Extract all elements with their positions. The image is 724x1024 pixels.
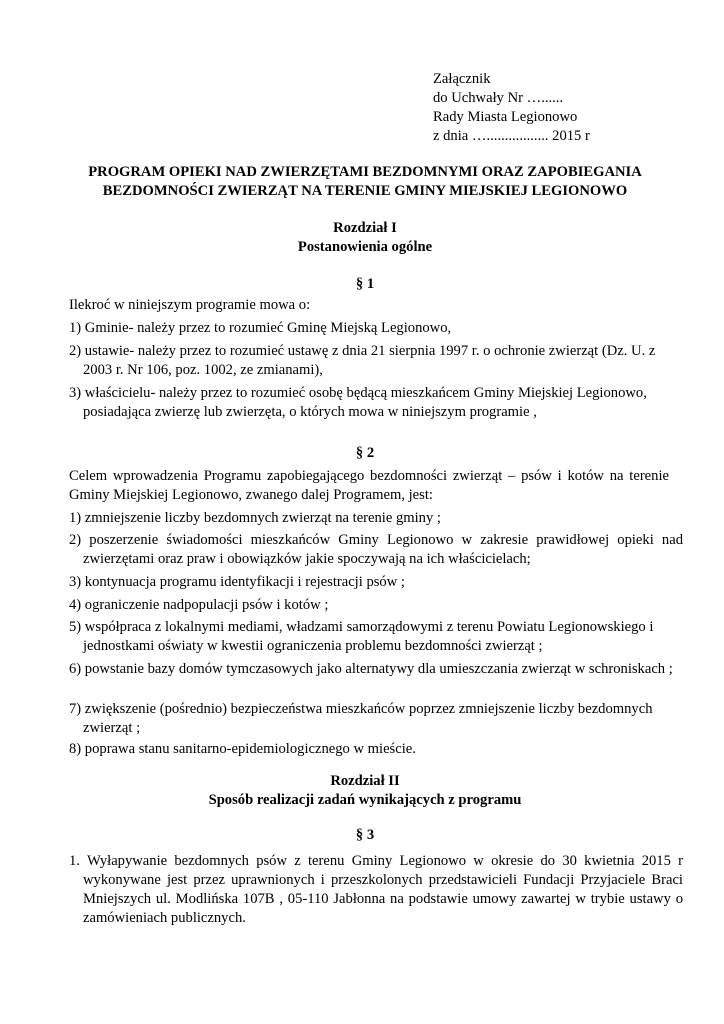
section-2-item: 4) ograniczenie nadpopulacji psów i kotów ; xyxy=(69,597,329,613)
document-title xyxy=(60,163,670,201)
annex-line: do Uchwały Nr …...... xyxy=(433,90,564,106)
annex-line: z dnia …................. 2015 r xyxy=(433,128,590,144)
title-line: BEZDOMNOŚCI ZWIERZĄT NA TERENIE GMINY MIEJSKIEJ LEGIONOWO xyxy=(102,183,628,199)
section-2-item: 8) poprawa stanu sanitarno-epidemiologicznego w mieście. xyxy=(69,741,416,757)
section-3-mark: § 3 xyxy=(355,827,375,843)
chapter-1-heading xyxy=(60,219,670,257)
section-2-item: 2) poszerzenie świadomości mieszkańców Gminy Legionowo w zakresie prawidłowej opieki nad zwierzętami oraz praw i obowiązków jakie spoczywają na ich właścicielach; xyxy=(69,532,683,567)
section-1-item: 2) ustawie- należy przez to rozumieć ustawę z dnia 21 sierpnia 1997 r. o ochronie zwierząt (Dz. U. z 2003 r. Nr 106, poz. 1002, ze zmianami), xyxy=(69,343,656,378)
section-2-item: 5) współpraca z lokalnymi mediami, władzami samorządowymi z terenu Powiatu Legionowskiego i jednostkami oświaty w kwestii ograniczenia problemu bezdomności zwierząt ; xyxy=(69,619,654,654)
section-1-item: 1) Gminie- należy przez to rozumieć Gminę Miejską Legionowo, xyxy=(69,320,452,336)
section-2-item: 6) powstanie bazy domów tymczasowych jako alternatywy dla umieszczania zwierząt w schroniskach ; xyxy=(69,661,673,677)
chapter-name: Postanowienia ogólne xyxy=(297,239,433,255)
section-1-intro: Ilekroć w niniejszym programie mowa o: xyxy=(69,297,311,313)
annex-line: Załącznik xyxy=(433,71,491,87)
section-2-mark: § 2 xyxy=(355,445,375,461)
annex-header xyxy=(433,70,693,146)
section-2-item: 1) zmniejszenie liczby bezdomnych zwierząt na terenie gminy ; xyxy=(69,510,441,526)
section-3-item: 1. Wyłapywanie bezdomnych psów z terenu Gminy Legionowo w okresie do 30 kwietnia 2015 r wykonywane jest przez uprawnionych i przeszkolonych przedstawicieli Fundacji Przyjaciele Braci Mniejszych ul. Modlińska 107B , 05-110 Jabłonna na podstawie umowy zawartej w trybie ustawy o zamówieniach publicznych. xyxy=(69,853,683,926)
section-1-mark: § 1 xyxy=(355,276,375,292)
chapter-2-heading xyxy=(60,772,670,810)
chapter-label: Rozdział I xyxy=(333,220,397,236)
annex-line: Rady Miasta Legionowo xyxy=(433,109,578,125)
section-2-intro: Celem wprowadzenia Programu zapobiegającego bezdomności zwierząt – psów i kotów na terenie Gminy Miejskiej Legionowo, zwanego dalej Programem, jest: xyxy=(69,468,669,503)
section-2-item: 3) kontynuacja programu identyfikacji i rejestracji psów ; xyxy=(69,574,405,590)
chapter-name: Sposób realizacji zadań wynikających z programu xyxy=(208,792,522,808)
chapter-label: Rozdział II xyxy=(330,773,400,789)
title-line: PROGRAM OPIEKI NAD ZWIERZĘTAMI BEZDOMNYMI ORAZ ZAPOBIEGANIA xyxy=(88,164,642,180)
section-2-item: 7) zwiększenie (pośrednio) bezpieczeństwa mieszkańców poprzez zmniejszenie liczby bezdomnych zwierząt ; xyxy=(69,701,653,736)
section-1-item: 3) właścicielu- należy przez to rozumieć osobę będącą mieszkańcem Gminy Miejskiej Legionowo, posiadająca zwierzę lub zwierzęta, o których mowa w niniejszym programie , xyxy=(69,385,647,420)
